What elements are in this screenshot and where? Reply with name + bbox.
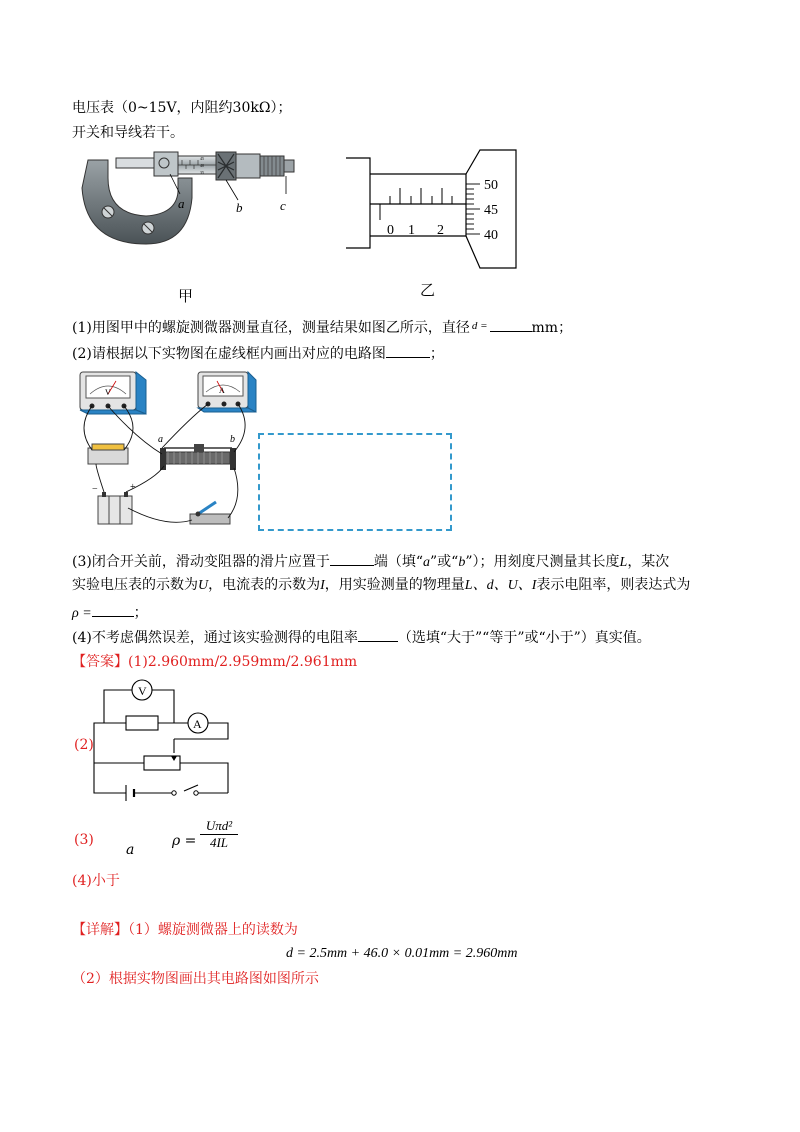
answer-circuit-diagram [94, 675, 234, 801]
answer-3-label: (3) [74, 832, 94, 848]
apparatus-minus: − [92, 484, 98, 495]
answer-3-value: a [126, 842, 135, 858]
jia-label-c: c [280, 198, 286, 213]
q3-blank-end[interactable] [330, 551, 374, 566]
jia-scale-40: 40 [200, 163, 204, 168]
apparatus-a-label: A [219, 386, 225, 395]
answer-header: 【答案】 [72, 654, 128, 670]
yi-thimble-40: 40 [484, 228, 498, 243]
material-switch-wires: 开关和导线若干。 [72, 125, 184, 141]
answer-1: (1)2.960mm/2.959mm/2.961mm [128, 654, 358, 670]
circuit-answer-box[interactable] [258, 433, 452, 531]
question-3-line2: 实验电压表的示数为U，电流表的示数为I，用实验测量的物理量L、d、U、I表示电阻率，则表达式为 [72, 577, 691, 593]
jia-scale-35: 35 [200, 170, 204, 175]
answer-2-label: (2) [74, 737, 94, 753]
yi-thimble-50: 50 [484, 178, 498, 193]
answer-a-symbol: A [193, 717, 202, 731]
battery-device [92, 482, 136, 524]
caption-jia: 甲 [178, 287, 194, 305]
ammeter-device [198, 372, 256, 412]
resistor-sample [88, 444, 128, 464]
answer-4: (4)小于 [72, 873, 120, 889]
jia-label-b: b [236, 200, 243, 215]
fraction-denominator: 4IL [209, 835, 229, 850]
figure-reading [346, 148, 526, 270]
answer-3-fraction [200, 818, 238, 851]
figure-micrometer [72, 148, 312, 308]
switch-device [190, 502, 230, 524]
yi-tick-1: 1 [408, 223, 415, 238]
material-voltmeter: 电压表（0~15V，内阻约30kΩ）； [72, 100, 292, 116]
answer-v-symbol: V [138, 684, 147, 698]
apparatus-label-b: b [230, 434, 235, 445]
question-1: (1)用图甲中的螺旋测微器测量直径，测量结果如图乙所示，直径 $^{d =}$ mm； [72, 317, 572, 337]
answer-3-formula-lhs: ρ = [172, 833, 197, 849]
fraction-numerator: Uπd² [200, 818, 238, 835]
apparatus-v-label: V [105, 388, 111, 397]
yi-tick-0: 0 [387, 223, 394, 238]
q4-blank[interactable] [358, 627, 398, 642]
apparatus-plus: + [130, 482, 136, 493]
caption-yi: 乙 [420, 281, 436, 299]
question-3-line1: (3)闭合开关前，滑动变阻器的滑片应置于 端（填“a”或“b”）；用刻度尺测量其长度L，某次 [72, 551, 669, 572]
answer-line-1 [72, 653, 357, 671]
figure-apparatus [76, 368, 256, 530]
question-2: (2)请根据以下实物图在虚线框内画出对应的电路图 ； [72, 343, 444, 363]
voltmeter-device [80, 372, 146, 414]
detail-line-2: （2）根据实物图画出其电路图如图所示 [72, 971, 319, 987]
q3-blank-formula[interactable] [92, 602, 134, 617]
detail-equation: d = 2.5mm + 46.0 × 0.01mm = 2.960mm [286, 946, 518, 961]
detail-line-1: 【详解】（1）螺旋测微器上的读数为 [72, 922, 298, 938]
question-4: (4)不考虑偶然误差，通过该实验测得的电阻率 （选填“大于”“等于”或“小于”）真实值。 [72, 627, 651, 647]
yi-tick-2: 2 [437, 223, 444, 238]
q2-blank[interactable] [386, 343, 430, 358]
jia-label-a: a [178, 196, 185, 211]
apparatus-label-a: a [158, 434, 163, 445]
q1-blank[interactable] [490, 317, 532, 332]
jia-scale-45: 45 [200, 156, 204, 161]
question-3-line3: ρ = ； [72, 602, 148, 623]
detail-header: 【详解】 [72, 922, 128, 938]
q1-var-d: d = [471, 320, 488, 332]
yi-thimble-45: 45 [484, 203, 498, 218]
